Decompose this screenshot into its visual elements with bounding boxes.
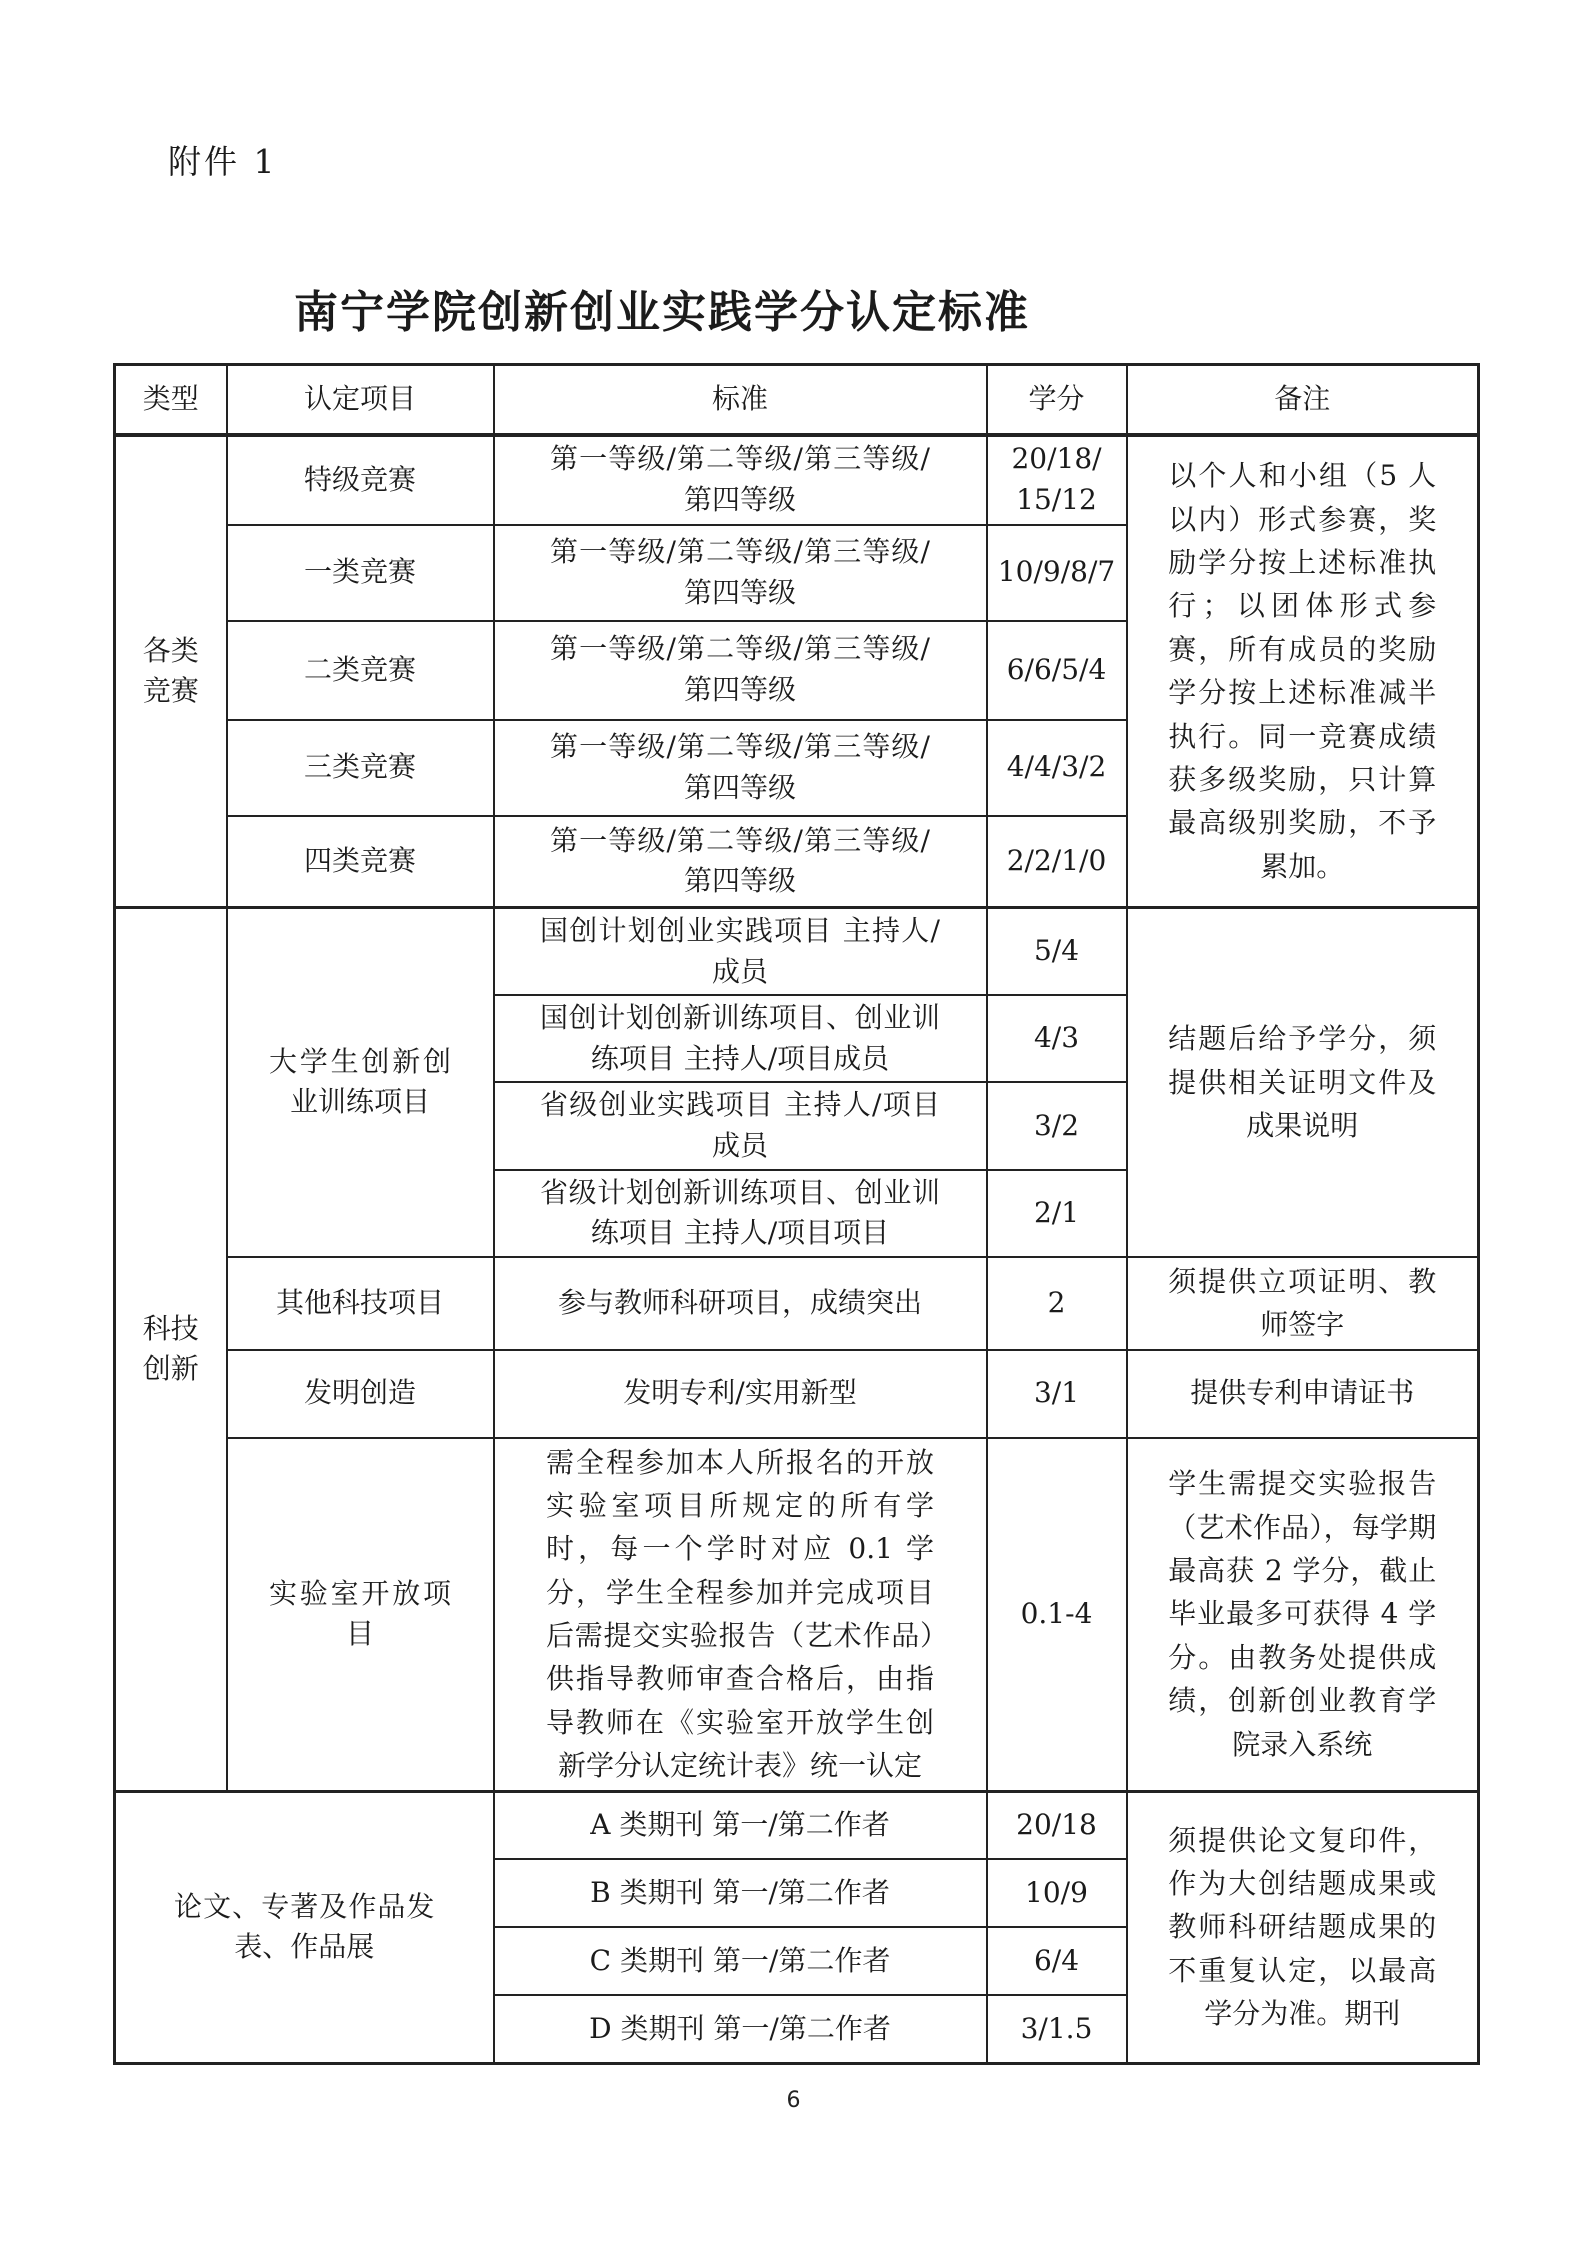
credit-value: 2/2/1/0 (1006, 843, 1107, 877)
standard-cell (494, 1082, 987, 1169)
table-row (115, 435, 1479, 525)
standard-text: 第一等级/第二等级/第三等级/第四等级 (550, 729, 930, 804)
header-standard: 标准 (494, 365, 987, 435)
note-cell-training (1127, 908, 1479, 1257)
standard-text: 国创计划创新训练项目、创业训练项目 主持人/项目成员 (540, 1001, 940, 1075)
header-project: 认定项目 (227, 365, 494, 435)
credit-cell (987, 1859, 1127, 1927)
attachment-label: 附件 1 (168, 142, 278, 181)
note-cell (1127, 1257, 1479, 1350)
credit-value: 5/4 (1033, 934, 1080, 968)
standard-text: 第一等级/第二等级/第三等级/第四等级 (550, 442, 930, 516)
note-text: 须提供论文复印件，作为大创结题成果或教师科研结题成果的不重复认定，以最高学分为准。期刊 (1168, 1823, 1437, 2031)
project-label: 特级竞赛 (303, 462, 416, 496)
credit-value: 20/18/15/12 (1011, 442, 1102, 516)
credit-cell (987, 1791, 1127, 1859)
header-type: 类型 (115, 365, 227, 435)
standard-text: B 类期刊 第一/第二作者 (590, 1875, 890, 1909)
standard-cell (494, 1927, 987, 1995)
table-row (115, 1350, 1479, 1438)
credit-cell (987, 435, 1127, 525)
project-label: 四类竞赛 (303, 843, 416, 877)
project-cell-lab (227, 1438, 494, 1792)
project-cell (227, 621, 494, 720)
type-label: 科技创新 (142, 1311, 199, 1386)
credit-standards-table (113, 363, 1480, 2065)
standard-text: 国创计划创业实践项目 主持人/成员 (540, 914, 940, 988)
note-cell-publication (1127, 1791, 1479, 2063)
table-row (115, 1438, 1479, 1792)
standard-text: 第一等级/第二等级/第三等级/第四等级 (550, 632, 930, 706)
project-cell (227, 816, 494, 908)
credit-cell (987, 1927, 1127, 1995)
standard-text: 省级创业实践项目 主持人/项目成员 (540, 1088, 940, 1162)
table-header-row (115, 365, 1479, 435)
project-label: 发明创造 (303, 1376, 416, 1410)
note-text: 以个人和小组（5 人以内）形式参赛，奖励学分按上述标准执行；以团体形式参赛，所有成员的奖励学分按上述标准减半执行。同一竞赛成绩获多级奖励，只计算最高级别奖励，不予累加。 (1168, 459, 1437, 883)
standard-cell (494, 908, 987, 996)
credit-cell (987, 525, 1127, 621)
credit-value: 20/18 (1016, 1808, 1097, 1842)
credit-value: 2/1 (1033, 1195, 1080, 1229)
credit-cell (987, 1082, 1127, 1169)
credit-value: 3/2 (1033, 1108, 1080, 1142)
project-cell-training (227, 908, 494, 1257)
group-cell-publication (115, 1791, 494, 2063)
standard-text: 参与教师科研项目，成绩突出 (557, 1285, 922, 1319)
credit-cell (987, 908, 1127, 996)
type-cell-tech (115, 908, 227, 1792)
credit-cell (987, 1438, 1127, 1792)
standard-cell (494, 621, 987, 720)
project-label: 实验室开放项目 (269, 1576, 451, 1651)
credit-cell (987, 995, 1127, 1082)
standard-text: 省级计划创新训练项目、创业训练项目 主持人/项目项目 (540, 1175, 940, 1250)
credit-value: 2 (1047, 1285, 1066, 1319)
standard-cell-lab (494, 1438, 987, 1792)
standard-cell (494, 1170, 987, 1257)
credit-cell (987, 1995, 1127, 2063)
credit-value: 6/6/5/4 (1006, 652, 1107, 686)
table-row (115, 908, 1479, 996)
standard-cell (494, 1350, 987, 1438)
credit-value: 0.1-4 (1020, 1596, 1093, 1630)
standard-text: 第一等级/第二等级/第三等级/第四等级 (550, 534, 930, 609)
project-label: 一类竞赛 (303, 555, 416, 589)
credit-cell (987, 1257, 1127, 1350)
credit-cell (987, 816, 1127, 908)
project-cell (227, 1350, 494, 1438)
credit-cell (987, 1170, 1127, 1257)
credit-value: 4/3 (1033, 1021, 1080, 1055)
standard-cell (494, 720, 987, 816)
project-cell (227, 720, 494, 816)
standard-cell (494, 1995, 987, 2063)
table-row (115, 1791, 1479, 1859)
standard-cell (494, 816, 987, 908)
note-cell (1127, 1350, 1479, 1438)
project-cell (227, 525, 494, 621)
standard-cell (494, 525, 987, 621)
credit-cell (987, 720, 1127, 816)
credit-value: 4/4/3/2 (1006, 750, 1107, 784)
note-text: 结题后给予学分，须提供相关证明文件及成果说明 (1168, 1022, 1437, 1143)
standard-text: A 类期刊 第一/第二作者 (590, 1808, 890, 1842)
standard-text: 发明专利/实用新型 (623, 1376, 857, 1410)
page-title: 南宁学院创新创业实践学分认定标准 (294, 287, 1030, 338)
table-row (115, 1257, 1479, 1350)
credit-value: 3/1.5 (1020, 2011, 1093, 2045)
standard-text: 第一等级/第二等级/第三等级/第四等级 (550, 823, 930, 898)
note-text: 提供专利申请证书 (1190, 1376, 1415, 1410)
project-cell (227, 435, 494, 525)
type-label: 各类竞赛 (142, 633, 199, 708)
header-credit: 学分 (987, 365, 1127, 435)
note-cell-lab (1127, 1438, 1479, 1792)
credit-value: 6/4 (1033, 1943, 1080, 1977)
credit-value: 10/9 (1025, 1875, 1088, 1909)
project-label: 其他科技项目 (275, 1285, 444, 1319)
group-label: 论文、专著及作品发表、作品展 (174, 1889, 435, 1964)
note-text: 须提供立项证明、教师签字 (1168, 1264, 1437, 1342)
credit-cell (987, 1350, 1127, 1438)
standard-text: D 类期刊 第一/第二作者 (589, 2011, 891, 2045)
page-number: 6 (786, 2088, 801, 2113)
project-label: 三类竞赛 (303, 750, 416, 784)
credit-value: 10/9/8/7 (997, 555, 1116, 589)
standard-cell (494, 995, 987, 1082)
header-note: 备注 (1127, 365, 1479, 435)
credit-value: 3/1 (1033, 1376, 1080, 1410)
credit-cell (987, 621, 1127, 720)
standard-text: 需全程参加本人所报名的开放实验室项目所规定的所有学时，每一个学时对应 0.1 学分，学生全程参加并完成项目后需提交实验报告（艺术作品）供指导教师审查合格后，由指导教师在《实验室开放学生创新学分认定统计表》统一认定 (546, 1445, 934, 1783)
standard-text: C 类期刊 第一/第二作者 (589, 1943, 891, 1977)
standard-cell (494, 1859, 987, 1927)
project-cell (227, 1257, 494, 1350)
standard-cell (494, 1791, 987, 1859)
project-label: 二类竞赛 (303, 652, 416, 686)
standard-cell (494, 1257, 987, 1350)
standard-cell (494, 435, 987, 525)
note-cell-competition (1127, 435, 1479, 908)
project-label: 大学生创新创业训练项目 (269, 1044, 451, 1119)
type-cell-competition (115, 435, 227, 908)
note-text: 学生需提交实验报告（艺术作品），每学期最高获 2 学分，截止毕业最多可获得 4 学分。由教务处提供成绩，创新创业教育学院录入系统 (1168, 1467, 1437, 1761)
